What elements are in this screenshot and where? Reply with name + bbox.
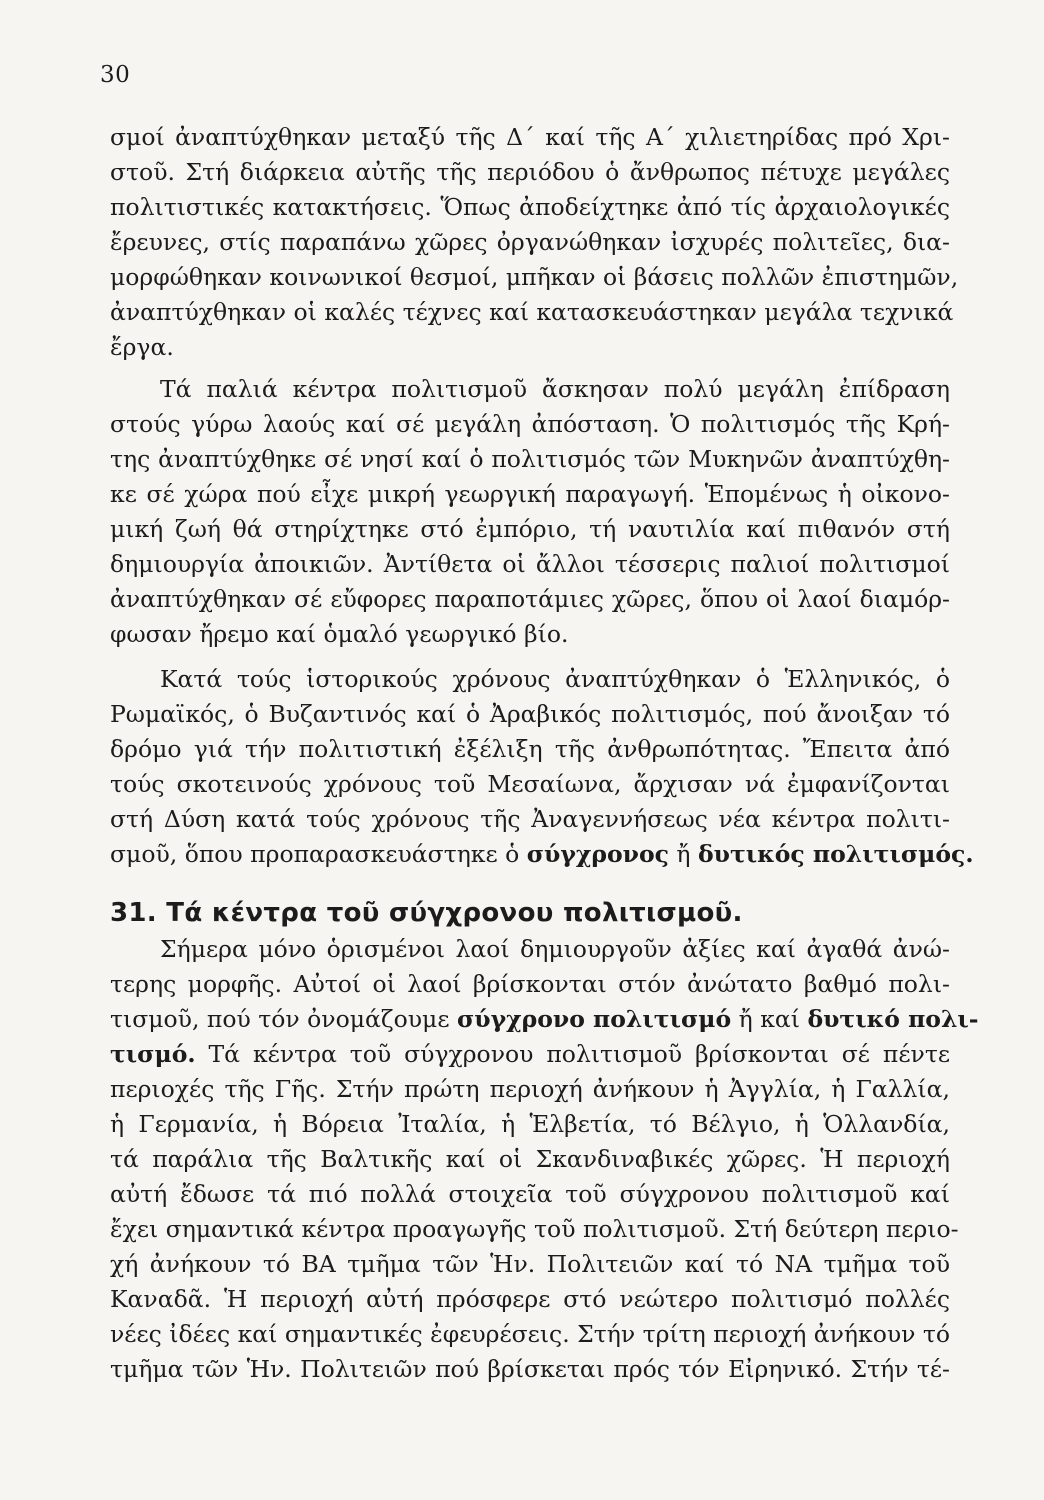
- text-run: σμοῦ, ὅπου προπαρασκευάστηκε ὁ: [110, 840, 527, 868]
- text-line: Ρωμαϊκός, ὁ Βυζαντινός καί ὁ Ἀραβικός πολιτισμός, πού ἄνοιξαν τό: [110, 700, 950, 728]
- text-run: τισμοῦ, πού τόν ὀνομάζουμε: [110, 1005, 457, 1033]
- text-line: μορφώθηκαν κοινωνικοί θεσμοί, μπῆκαν οἱ βάσεις πολλῶν ἐπιστημῶν,: [110, 263, 959, 291]
- text-line: κε σέ χώρα πού εἶχε μικρή γεωργική παραγωγή. Ἑπομένως ἡ οἰκονο-: [110, 480, 950, 508]
- bold-term: δυτικός πολιτισμός.: [697, 840, 974, 868]
- paragraph-1: [110, 120, 959, 365]
- bold-term: δυτικό πολι-: [807, 1005, 979, 1033]
- page-number: 30: [100, 62, 131, 88]
- text-run: ἤ καί: [731, 1005, 808, 1033]
- text-line: Κατά τούς ἱστορικούς χρόνους ἀναπτύχθηκαν ὁ Ἑλληνικός, ὁ: [160, 665, 950, 693]
- text-line: Τά παλιά κέντρα πολιτισμοῦ ἄσκησαν πολύ μεγάλη ἐπίδραση: [160, 375, 950, 403]
- text-line: στή Δύση κατά τούς χρόνους τῆς Ἀναγεννήσεως νέα κέντρα πολιτι-: [110, 805, 950, 833]
- text-line: νέες ἰδέες καί σημαντικές ἐφευρέσεις. Στήν τρίτη περιοχή ἀνήκουν τό: [110, 1320, 951, 1348]
- text-line: ἔργα.: [110, 333, 174, 361]
- text-line: [110, 1037, 950, 1072]
- text-line: [110, 1002, 979, 1037]
- text-line: σμοί ἀναπτύχθηκαν μεταξύ τῆς Δ΄ καί τῆς Α΄ χιλιετηρίδας πρό Χρι-: [110, 123, 950, 151]
- text-line: φωσαν ἤρεμο καί ὁμαλό γεωργικό βίο.: [110, 620, 569, 648]
- paragraph-2: [110, 372, 950, 652]
- text-line: ἀναπτύχθηκαν οἱ καλές τέχνες καί κατασκευάστηκαν μεγάλα τεχνικά: [110, 298, 954, 326]
- section-heading: 31. Τά κέντρα τοῦ σύγχρονου πολιτισμοῦ.: [110, 898, 743, 928]
- text-line: αὐτή ἔδωσε τά πιό πολλά στοιχεῖα τοῦ σύγχρονου πολιτισμοῦ καί: [110, 1180, 950, 1208]
- bold-term: τισμό.: [110, 1040, 196, 1068]
- text-line: τά παράλια τῆς Βαλτικῆς καί οἱ Σκανδιναβικές χῶρες. Ἡ περιοχή: [110, 1145, 950, 1173]
- text-line: [110, 837, 974, 872]
- bold-term: σύγχρονος: [526, 840, 669, 868]
- text-run: ἤ: [668, 840, 698, 868]
- text-line: Καναδᾶ. Ἡ περιοχή αὐτή πρόσφερε στό νεώτερο πολιτισμό πολλές: [110, 1285, 950, 1313]
- text-line: δημιουργία ἀποικιῶν. Ἀντίθετα οἱ ἄλλοι τέσσερις παλιοί πολιτισμοί: [110, 550, 950, 578]
- text-line: δρόμο γιά τήν πολιτιστική ἐξέλιξη τῆς ἀνθρωπότητας. Ἔπειτα ἀπό: [110, 735, 950, 763]
- text-line: ἡ Γερμανία, ἡ Βόρεια Ἰταλία, ἡ Ἑλβετία, τό Βέλγιο, ἡ Ὁλλανδία,: [110, 1110, 950, 1138]
- text-line: τμῆμα τῶν Ἡν. Πολιτειῶν πού βρίσκεται πρός τόν Εἰρηνικό. Στήν τέ-: [110, 1355, 950, 1383]
- text-line: τούς σκοτεινούς χρόνους τοῦ Μεσαίωνα, ἄρχισαν νά ἐμφανίζονται: [110, 770, 950, 798]
- text-line: στοῦ. Στή διάρκεια αὐτῆς τῆς περιόδου ὁ ἄνθρωπος πέτυχε μεγάλες: [110, 158, 950, 186]
- text-line: περιοχές τῆς Γῆς. Στήν πρώτη περιοχή ἀνήκουν ἡ Ἀγγλία, ἡ Γαλλία,: [110, 1075, 950, 1103]
- text-line: ἔρευνες, στίς παραπάνω χῶρες ὀργανώθηκαν ἰσχυρές πολιτεῖες, δια-: [110, 228, 950, 256]
- bold-term: σύγχρονο πολιτισμό: [456, 1005, 732, 1033]
- text-run: Τά κέντρα τοῦ σύγχρονου πολιτισμοῦ βρίσκονται σέ πέντε: [195, 1040, 950, 1068]
- text-line: ἀναπτύχθηκαν σέ εὔφορες παραποτάμιες χῶρες, ὅπου οἱ λαοί διαμόρ-: [110, 585, 950, 613]
- text-line: ἔχει σημαντικά κέντρα προαγωγῆς τοῦ πολιτισμοῦ. Στή δεύτερη περιο-: [110, 1215, 959, 1243]
- text-line: Σήμερα μόνο ὁρισμένοι λαοί δημιουργοῦν ἀξίες καί ἀγαθά ἀνώ-: [160, 935, 950, 963]
- text-line: τερης μορφῆς. Αὐτοί οἱ λαοί βρίσκονται στόν ἀνώτατο βαθμό πολι-: [110, 970, 950, 998]
- text-line: στούς γύρω λαούς καί σέ μεγάλη ἀπόσταση. Ὁ πολιτισμός τῆς Κρή-: [110, 410, 950, 438]
- text-line: πολιτιστικές κατακτήσεις. Ὅπως ἀποδείχτηκε ἀπό τίς ἀρχαιολογικές: [110, 193, 950, 221]
- paragraph-3: [110, 662, 974, 872]
- text-line: μική ζωή θά στηρίχτηκε στό ἐμπόριο, τή ναυτιλία καί πιθανόν στή: [110, 515, 950, 543]
- paragraph-4: [110, 932, 979, 1387]
- text-line: χή ἀνήκουν τό ΒΑ τμῆμα τῶν Ἡν. Πολιτειῶν καί τό ΝΑ τμῆμα τοῦ: [110, 1250, 950, 1278]
- text-line: της ἀναπτύχθηκε σέ νησί καί ὁ πολιτισμός τῶν Μυκηνῶν ἀναπτύχθη-: [110, 445, 950, 473]
